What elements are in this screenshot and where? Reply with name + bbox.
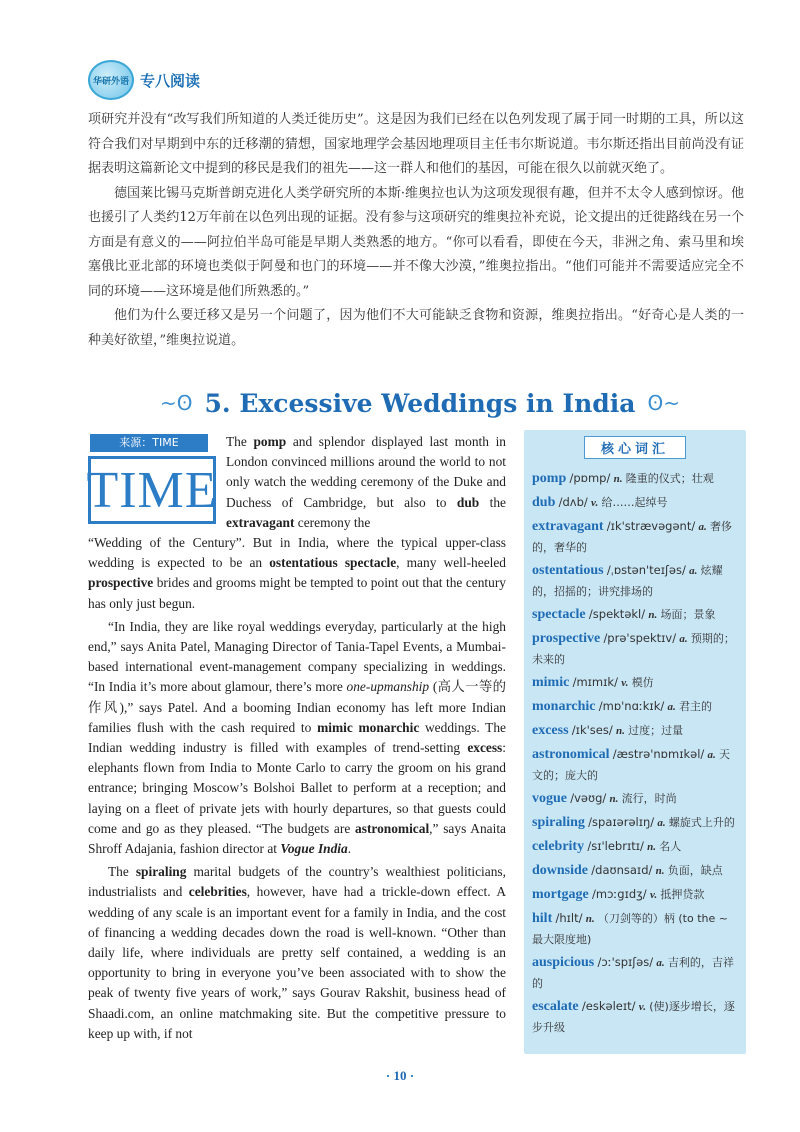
source-box [88, 434, 216, 526]
vocab-ipa: /ɪk'ses/ [571, 723, 613, 737]
vocab-item [532, 492, 740, 513]
vocab-definition: （刀剑等的）柄 (to the ~ 最大限度地) [532, 912, 728, 946]
vocab-pos: v. [649, 889, 658, 901]
vocab-word: mimic [532, 675, 570, 690]
logo-text: 华研外语 [92, 76, 129, 87]
vocab-ipa: /dʌb/ [558, 495, 588, 509]
page-header [88, 60, 328, 100]
vocab-definition: 给……起绰号 [601, 496, 668, 509]
page-number: · 10 · [385, 1068, 415, 1083]
vocab-item [532, 744, 740, 785]
article-title: 5. Excessive Weddings in India [204, 388, 636, 418]
vocab-ipa: /ɔː'spɪʃəs/ [597, 955, 654, 969]
vocab-pos: n. [613, 473, 623, 485]
vocab-definition: 抵押贷款 [660, 888, 705, 901]
vocab-ipa: /mɪmɪk/ [572, 675, 618, 689]
article-paragraph: The pomp and splendor displayed last month in London convinced millions around the world to not only watch the wedding ceremony of the Duke and Duchess of Cambridge, but also to dub the extravagant ceremony the [226, 434, 506, 530]
source-label: 来源：TIME [90, 434, 208, 452]
vocab-word: spiraling [532, 815, 585, 830]
vocab-pos: n. [609, 793, 619, 805]
vocab-pos: a. [657, 817, 666, 829]
vocab-pos: a. [656, 957, 665, 969]
vocab-word: astronomical [532, 747, 610, 762]
vocab-pos: n. [648, 609, 658, 621]
vocab-word: hilt [532, 911, 553, 926]
vocab-pos: a. [689, 565, 698, 577]
vocab-word: prospective [532, 631, 601, 646]
vocab-word: vogue [532, 791, 567, 806]
vocab-ipa: /mɔːgɪdʒ/ [592, 887, 647, 901]
cn-paragraph: 项研究并没有“改写我们所知道的人类迁徙历史”。这是因为我们已经在以色列发现了属于同一时期的工具，所以这符合我们对早期到中东的迁移潮的猜想，国家地理学会基因地理项目主任韦尔斯说道。韦尔斯还指出目前尚没有证据表明这篇新论文中提到的移民是我们的祖先——这一群人和他们的基因，可能在很久以前就灭绝了。 [88, 112, 744, 176]
vocabulary-title: 核心词汇 [584, 436, 686, 459]
vocab-item [532, 908, 740, 949]
vocab-word: pomp [532, 471, 567, 486]
vocab-ipa: /pɒmp/ [569, 471, 611, 485]
article-paragraph: “Wedding of the Century”. But in India, where the typical upper-class wedding is expected to be an ostentatious spectacle, many well-heeled prospective brides and grooms might be tempted to point out that the century has only just begun. [88, 535, 506, 611]
vocab-ipa: /spektəkl/ [588, 607, 646, 621]
vocab-definition: 模仿 [631, 676, 654, 689]
publisher-logo [88, 60, 134, 100]
cn-paragraph: 德国莱比锡马克斯普朗克进化人类学研究所的本斯·维奥拉也认为这项发现很有趣，但并不太令人感到惊讶。他也援引了人类约12万年前在以色列出现的证据。没有参与这项研究的维奥拉补充说，论文提出的迁徙路线在另一个方面是有意义的——阿拉伯半岛可能是早期人类熟悉的地方。“你可以看看，即使在今天，非洲之角、索马里和埃塞俄比亚北部的环境也类似于阿曼和也门的环境——并不像大沙漠，”维奥拉指出。“他们可能并不需要适应完全不同的环境——这环境是他们所熟悉的。” [88, 185, 744, 299]
vocab-ipa: /ˌɒstən'teɪʃəs/ [606, 563, 686, 577]
vocab-word: monarchic [532, 699, 596, 714]
vocab-definition: 预期的；未来的 [532, 632, 735, 666]
vocab-word: spectacle [532, 607, 586, 622]
vocab-word: mortgage [532, 887, 589, 902]
vocab-word: escalate [532, 999, 579, 1014]
vocab-ipa: /vəʊg/ [570, 791, 607, 805]
vocab-item [532, 628, 740, 669]
vocab-pos: a. [679, 633, 688, 645]
vocab-word: auspicious [532, 955, 595, 970]
vocab-ipa: /prə'spektɪv/ [603, 631, 677, 645]
vocab-ipa: /ɪk'strævəgənt/ [606, 519, 696, 533]
vocab-ipa: /spaɪərəlɪŋ/ [588, 815, 655, 829]
vocab-definition: 场面；景象 [660, 608, 716, 621]
flourish-right-icon: ʘ~ [647, 391, 680, 415]
article-text-main [88, 533, 506, 1047]
vocab-definition: 负面，缺点 [667, 864, 723, 877]
vocabulary-list [524, 458, 746, 1037]
vocab-item [532, 720, 740, 741]
vocab-ipa: /mɒ'nɑːkɪk/ [598, 699, 665, 713]
vocab-item [532, 604, 740, 625]
vocab-word: celebrity [532, 839, 585, 854]
article-text-top [226, 432, 506, 536]
vocab-definition: 君主的 [678, 700, 712, 713]
vocab-definition: 流行，时尚 [621, 792, 677, 805]
vocab-ipa: /æstrə'nɒmɪkəl/ [612, 747, 705, 761]
vocab-word: ostentatious [532, 563, 604, 578]
article-title-row [160, 380, 680, 426]
vocab-pos: n. [647, 841, 656, 853]
vocabulary-panel [524, 430, 746, 1054]
vocab-definition: 天文的；庞大的 [532, 748, 731, 782]
vocab-pos: v. [621, 677, 629, 689]
vocab-definition: (使)逐步增长，逐步升级 [532, 1000, 735, 1034]
vocab-definition: 过度；过量 [628, 724, 684, 737]
vocab-item [532, 672, 740, 693]
vocab-ipa: /eskəleɪt/ [581, 999, 636, 1013]
vocab-ipa: /hɪlt/ [555, 911, 583, 925]
vocab-item [532, 812, 740, 833]
time-logo: TIME [88, 456, 216, 524]
vocab-item [532, 996, 740, 1037]
vocab-pos: a. [698, 521, 707, 533]
vocab-item [532, 468, 740, 489]
vocab-pos: a. [667, 701, 676, 713]
vocab-word: extravagant [532, 519, 604, 534]
vocab-word: downside [532, 863, 589, 878]
vocab-pos: v. [591, 497, 599, 509]
vocab-item [532, 560, 740, 601]
vocab-ipa: /daʊnsaɪd/ [591, 863, 653, 877]
vocab-ipa: /sɪ'lebrɪtɪ/ [587, 839, 644, 853]
vocab-pos: n. [615, 725, 625, 737]
vocab-item [532, 860, 740, 881]
article-paragraph: The spiraling marital budgets of the country’s wealthiest politicians, industrialists and celebrities, however, have had a trickle-down effect. A wedding of any scale is an important event for a family in India, and the cost of financing a wedding decades down the road is well-known. “Other than daily life, where individuals are pretty self contained, a wedding is an opportunity to bring in everyone you’ve been associated with to show the peak of twenty five years of work,” says Gourav Rakshit, business head of Shaadi.com, an online matchmaking site. But the competitive pressure to keep up with, if not [88, 864, 506, 1041]
section-tag: 专八阅读 [140, 71, 201, 90]
vocab-item [532, 836, 740, 857]
vocab-pos: a. [707, 749, 716, 761]
vocab-word: excess [532, 723, 569, 738]
vocab-pos: v. [638, 1001, 646, 1013]
vocab-definition: 名人 [659, 840, 682, 853]
vocab-definition: 吉利的，吉祥的 [532, 956, 734, 990]
vocab-definition: 螺旋式上升的 [668, 816, 735, 829]
vocab-definition: 炫耀的，招摇的；讲究排场的 [532, 564, 723, 598]
article-paragraph: “In India, they are like royal weddings everyday, particularly at the high end,” says Anita Patel, Managing Director of Tania-Tapel Events, a Mumbai-based international event-management company specializing in weddings. “In India it’s more about glamour, there’s more one-upmanship (高人一等的作风),” says Patel. And a booming Indian economy has left more Indian families flush with the cash required to mimic monarchic weddings. The Indian wedding industry is filled with examples of trend-setting excess: elephants flown from India to Monte Carlo to carry the groom on his grand entrance; bringing Moscow’s Bolshoi Ballet to perform at a reception; and laying on a fleet of private jets with hourly departures, so that guests could come and go as they pleased. “The budgets are astronomical,” says Anaita Shroff Adajania, fashion director at Vogue India. [88, 618, 507, 857]
vocab-pos: n. [585, 913, 595, 925]
vocab-definition: 隆重的仪式；壮观 [625, 472, 714, 485]
vocab-item [532, 696, 740, 717]
vocab-word: dub [532, 495, 556, 510]
cn-paragraph: 他们为什么要迁移又是另一个问题了，因为他们不大可能缺乏食物和资源，维奥拉指出。“好奇心是人类的一种美好欲望，”维奥拉说道。 [88, 308, 744, 348]
vocab-item [532, 952, 740, 993]
vocab-item [532, 788, 740, 809]
chinese-text-block [88, 108, 744, 353]
vocab-definition: 奢侈的，奢华的 [532, 520, 732, 554]
vocab-item [532, 884, 740, 905]
flourish-left-icon: ~ʘ [160, 391, 193, 415]
vocab-item [532, 516, 740, 557]
vocab-pos: n. [655, 865, 665, 877]
